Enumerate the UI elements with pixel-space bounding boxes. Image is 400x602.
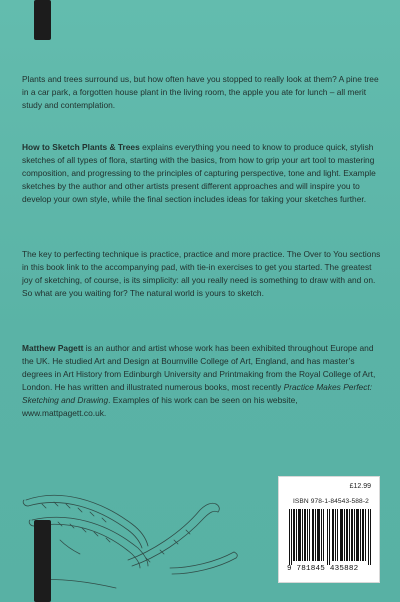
price-label: £12.99 bbox=[349, 483, 371, 490]
isbn-text: ISBN 978-1-84543-588-2 bbox=[293, 498, 369, 505]
elastic-strap-top bbox=[34, 0, 51, 40]
elastic-strap-bottom bbox=[34, 520, 51, 602]
book-title-inline: How to Sketch Plants & Trees bbox=[22, 142, 140, 152]
barcode-digits: 9 781845 435882 bbox=[287, 565, 359, 573]
blurb-paragraph-3 bbox=[22, 248, 382, 300]
barcode-label bbox=[278, 476, 380, 583]
author-name: Matthew Pagett bbox=[22, 343, 84, 353]
author-bio-text bbox=[22, 342, 382, 420]
blurb-description bbox=[22, 141, 382, 206]
blurb-paragraph-1 bbox=[22, 73, 382, 112]
blurb-practice-text: The key to perfecting technique is practice, practice and more practice. The Over to You sections in this book link to the accompanying pad, with tie-in exercises to get you started. The greatest joy of sketching, of course, is its simplicity: all you really need is something to draw with and on. So what are you waiting for? The natural world is yours to sketch. bbox=[22, 249, 381, 298]
blurb-paragraph-2 bbox=[22, 141, 382, 206]
blurb-intro-text: Plants and trees surround us, but how often have you stopped to really look at them? A pine tree in a car park, a forgotten house plant in the living room, the apple you ate for lunch – all merit study and contemplation. bbox=[22, 74, 379, 110]
author-recent-book: Practice Makes Perfect: Sketching and Drawing bbox=[22, 382, 373, 405]
barcode-icon bbox=[289, 509, 371, 565]
banana-sketch-icon bbox=[20, 460, 250, 600]
author-bio-part-b: . Examples of his work can be seen on his website, www.mattpagett.co.uk. bbox=[22, 395, 298, 418]
author-bio-part-a: is an author and artist whose work has been exhibited throughout Europe and the UK. He studied Art and Design at Bournville College of Art, England, and has master’s degrees in Art History from Edinburgh University and Printmaking from the Royal College of Art, London. He has written and illustrated numerous books, most recently bbox=[22, 343, 376, 392]
author-bio bbox=[22, 342, 382, 420]
blurb-description-text: explains everything you need to know to produce quick, stylish sketches of all types of flora, starting with the basics, from how to grip your art tool to mastering composition, and progressing to the principles of capturing perspective, tone and light. Example sketches by the author and other artists present different approaches and will inspire you to develop your own style, while the final section includes ideas for taking your sketches further. bbox=[22, 142, 376, 204]
